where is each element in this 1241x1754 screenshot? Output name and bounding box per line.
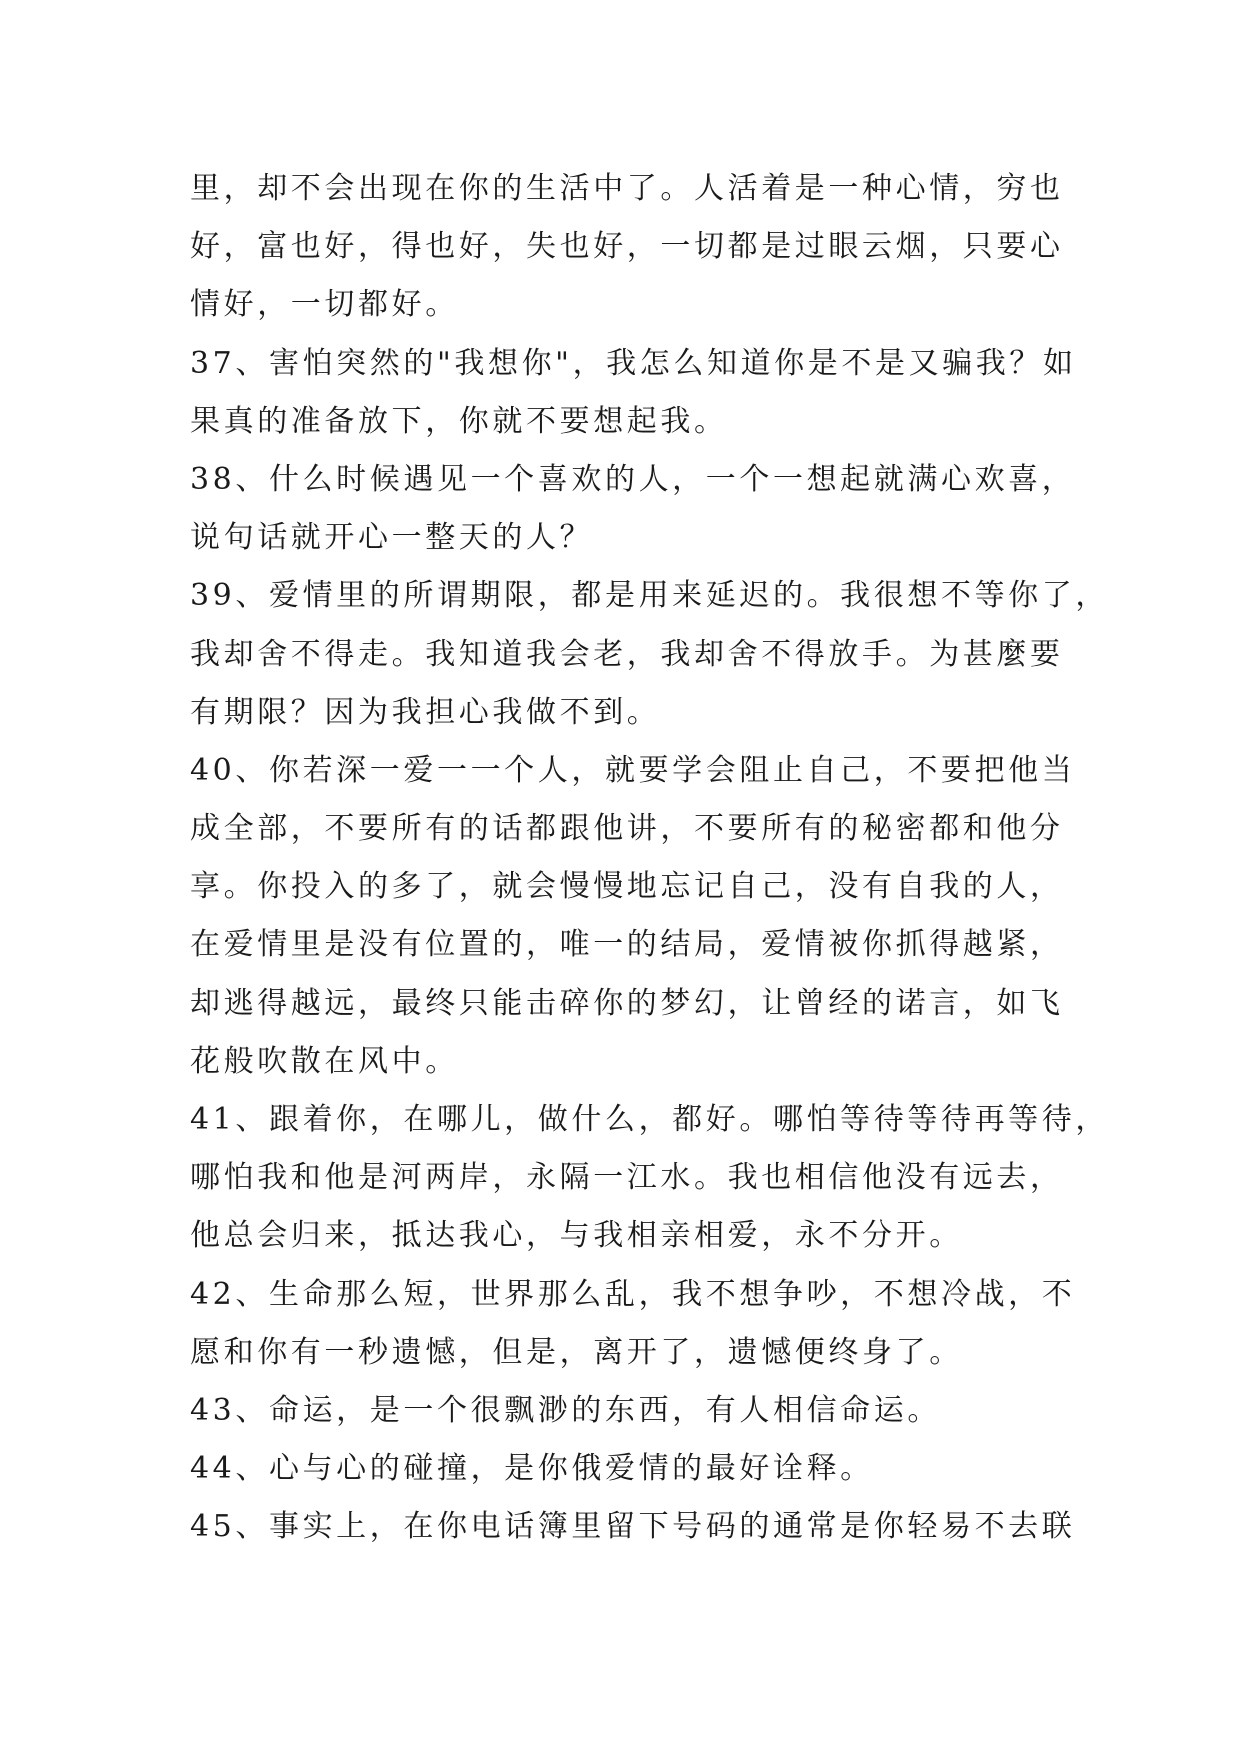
text-line: 他总会归来，抵达我心，与我相亲相爱，永不分开。 <box>190 1218 963 1254</box>
text-line: 37、害怕突然的"我想你"，我怎么知道你是不是又骗我？如 <box>190 345 1077 381</box>
text-line: 说句话就开心一整天的人？ <box>190 520 594 556</box>
document-body <box>190 160 1109 1557</box>
text-line: 成全部，不要所有的话都跟他讲，不要所有的秘密都和他分 <box>190 811 1064 847</box>
text-line: 哪怕我和他是河两岸，永隔一江水。我也相信他没有远去， <box>190 1160 1064 1196</box>
text-line: 40、你若深一爱一一个人，就要学会阻止自己，不要把他当 <box>190 752 1076 788</box>
text-line: 42、生命那么短，世界那么乱，我不想争吵，不想冷战，不 <box>190 1276 1076 1312</box>
text-line: 里，却不会出现在你的生活中了。人活着是一种心情，穷也 <box>190 171 1064 206</box>
text-line: 45、事实上，在你电话簿里留下号码的通常是你轻易不去联 <box>190 1509 1076 1545</box>
text-line: 43、命运，是一个很飘渺的东西，有人相信命运。 <box>190 1392 941 1428</box>
text-line: 38、什么时候遇见一个喜欢的人，一个一想起就满心欢喜， <box>190 461 1076 497</box>
text-line: 41、跟着你，在哪儿，做什么，都好。哪怕等待等待再等待， <box>190 1102 1109 1137</box>
text-line: 享。你投入的多了，就会慢慢地忘记自己，没有自我的人， <box>190 869 1064 905</box>
text-line: 果真的准备放下，你就不要想起我。 <box>190 403 728 439</box>
text-line: 39、爱情里的所谓期限，都是用来延迟的。我很想不等你了， <box>190 578 1109 614</box>
text-line: 愿和你有一秒遗憾，但是，离开了，遗憾便终身了。 <box>190 1334 963 1370</box>
text-line: 在爱情里是没有位置的，唯一的结局，爱情被你抓得越紧， <box>190 927 1064 963</box>
text-line: 情好，一切都好。 <box>190 287 459 323</box>
text-line: 好，富也好，得也好，失也好，一切都是过眼云烟，只要心 <box>190 229 1064 265</box>
text-line: 我却舍不得走。我知道我会老，我却舍不得放手。为甚麼要 <box>190 636 1064 672</box>
text-line: 44、心与心的碰撞，是你俄爱情的最好诠释。 <box>190 1451 874 1487</box>
text-line: 有期限？因为我担心我做不到。 <box>190 694 661 730</box>
text-line: 花般吹散在风中。 <box>190 1043 459 1079</box>
text-line: 却逃得越远，最终只能击碎你的梦幻，让曾经的诺言，如飞 <box>190 985 1064 1021</box>
